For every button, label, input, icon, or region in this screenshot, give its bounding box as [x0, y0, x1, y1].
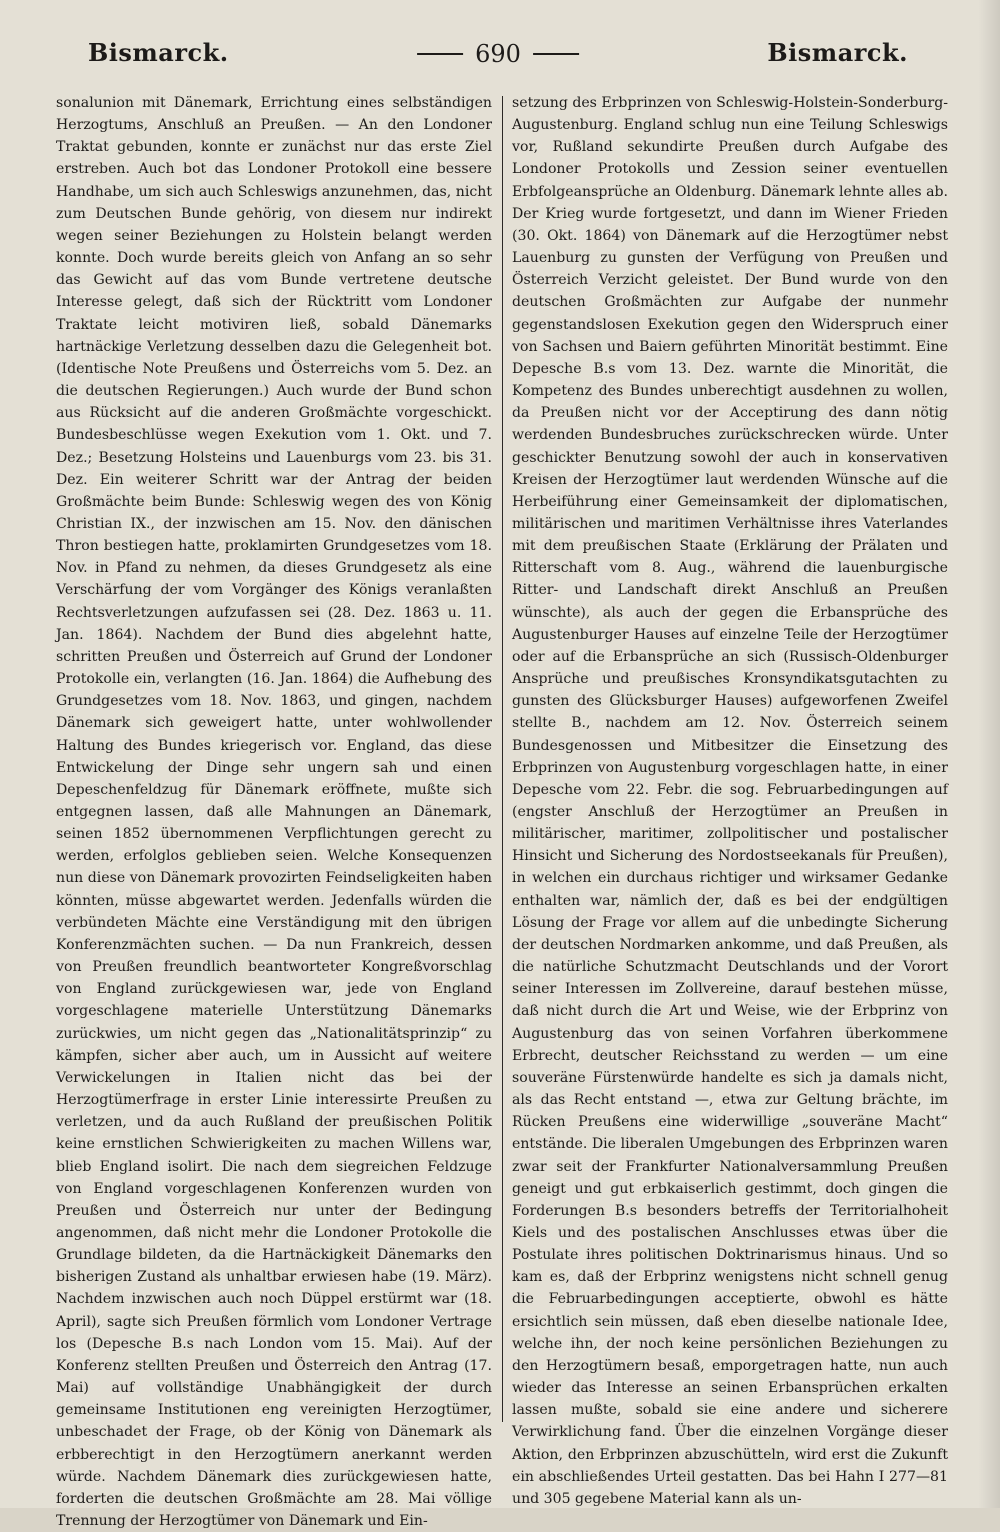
- page-number-group: [417, 40, 579, 68]
- running-title-right: Bismarck.: [767, 38, 908, 67]
- header-rule-left: [417, 53, 463, 55]
- header-rule-right: [533, 53, 579, 55]
- text-columns: [56, 92, 948, 1529]
- left-column-text: sonalunion mit Dänemark, Errichtung eines selbständigen Herzogtums, Anschluß an Preußen. — An den Londoner Traktat gebunden, konnte er zunächst nur das erste Ziel erstreben. Auch bot das Londoner Protokoll eine bessere Handhabe, um sich auch Schleswigs anzunehmen, das, nicht zum Deutschen Bunde gehörig, von diesem nur indirekt wegen seiner Beziehungen zu Holstein belangt werden konnte. Doch wurde bereits gleich von Anfang an so sehr das Gewicht auf das vom Bunde vertretene deutsche Interesse gelegt, daß sich der Rücktritt vom Londoner Traktate leicht motiviren ließ, sobald Dänemarks hartnäckige Verletzung desselben dazu die Gelegenheit bot. (Identische Note Preußens und Österreichs vom 5. Dez. an die deutschen Regierungen.) Auch wurde der Bund schon aus Rücksicht auf die anderen Großmächte vorgeschickt. Bundesbeschlüsse wegen Exekution vom 1. Okt. und 7. Dez.; Besetzung Holsteins und Lauenburgs vom 23. bis 31. Dez. Ein weiterer Schritt war der Antrag der beiden Großmächte beim Bunde: Schleswig wegen des von König Christian IX., der inzwischen am 15. Nov. den dänischen Thron bestiegen hatte, proklamirten Grundgesetzes vom 18. Nov. in Pfand zu nehmen, da dieses Grundgesetz als eine Verschärfung der vom Vorgänger des Königs veranlaßten Rechtsverletzungen aufzufassen sei (28. Dez. 1863 u. 11. Jan. 1864). Nachdem der Bund dies abgelehnt hatte, schritten Preußen und Österreich auf Grund der Londoner Protokolle ein, verlangten (16. Jan. 1864) die Aufhebung des Grundgesetzes vom 18. Nov. 1863, und gingen, nachdem Dänemark sich geweigert hatte, unter wohlwollender Haltung des Bundes kriegerisch vor. England, das diese Entwickelung der Dinge sehr ungern sah und einen Depeschenfeldzug für Dänemark eröffnete, mußte sich entgegnen lassen, daß alle Mahnungen an Dänemark, seinen 1852 übernommenen Verpflichtungen gerecht zu werden, erfolglos geblieben seien. Welche Konsequenzen nun diese von Dänemark provozirten Feindseligkeiten haben könnten, müsse abgewartet werden. Jedenfalls würden die verbündeten Mächte eine Verständigung mit den übrigen Konferenzmächten suchen. — Da nun Frankreich, dessen von Preußen freundlich beantworteter Kongreßvorschlag von England zurückgewiesen war, jede von England vorgeschlagene materielle Unterstützung Dänemarks zurückwies, um nicht gegen das „Nationalitätsprinzip“ zu kämpfen, sicher aber auch, um in Aussicht auf weitere Verwickelungen in Italien nicht das bei der Herzogtümerfrage in erster Linie interessirte Preußen zu verletzen, und da auch Rußland der preußischen Politik keine ernstlichen Schwierigkeiten zu machen Willens war, blieb England isolirt. Die nach dem siegreichen Feldzuge von England vorgeschlagenen Konferenzen wurden von Preußen und Österreich nur unter der Bedingung angenommen, daß nicht mehr die Londoner Protokolle die Grundlage bildeten, da die Hartnäckigkeit Dänemarks den bisherigen Zustand als unhaltbar erwiesen habe (19. März). Nachdem inzwischen auch noch Düppel erstürmt war (18. April), sagte sich Preußen förmlich vom Londoner Vertrage los (Depesche B.s nach London vom 15. Mai). Auf der Konferenz stellten Preußen und Österreich den Antrag (17. Mai) auf vollständige Unabhängigkeit der durch gemeinsame Institutionen eng vereinigten Herzogtümer, unbeschadet der Frage, ob der König von Dänemark als erbberechtigt in den Herzogtümern anerkannt werden würde. Nachdem Dänemark dies zurückgewiesen hatte, forderten die deutschen Großmächte am 28. Mai völlige Trennung der Herzogtümer von Dänemark und Ein-: [56, 95, 492, 1529]
- page-header: [88, 38, 908, 78]
- running-title-left: Bismarck.: [88, 38, 229, 67]
- page-number: 690: [475, 40, 521, 68]
- right-column-text: setzung des Erbprinzen von Schleswig-Holstein-Sonderburg-Augustenburg. England schlug nun eine Teilung Schleswigs vor, Rußland sekundirte Preußen durch Aufgabe des Londoner Protokolls und Zession seiner eventuellen Erbfolgeansprüche an Oldenburg. Dänemark lehnte alles ab. Der Krieg wurde fortgesetzt, und dann im Wiener Frieden (30. Okt. 1864) von Dänemark auf die Herzogtümer nebst Lauenburg zu gunsten der Verfügung von Preußen und Österreich Verzicht geleistet. Der Bund wurde von den deutschen Großmächten zur Aufgabe der nunmehr gegenstandslosen Exekution gegen den Widerspruch einer von Sachsen und Baiern geführten Minorität bestimmt. Eine Depesche B.s vom 13. Dez. warnte die Minorität, die Kompetenz des Bundes unberechtigt ausdehnen zu wollen, da Preußen nicht vor der Acceptirung des dann nötig werdenden Bundesbruches zurückschrecken würde. Unter geschickter Benutzung sowohl der auch in konservativen Kreisen der Herzogtümer laut werdenden Wünsche auf die Herbeiführung einer Gemeinsamkeit der diplomatischen, militärischen und maritimen Verhältnisse ihres Vaterlandes mit dem preußischen Staate (Erklärung der Prälaten und Ritterschaft vom 8. Aug., während die lauenburgische Ritter- und Landschaft direkt Anschluß an Preußen wünschte), als auch der gegen die Erbansprüche des Augustenburger Hauses auf einzelne Teile der Herzogtümer oder auf die Erbansprüche an sich (Russisch-Oldenburger Ansprüche und preußisches Kronsyndikatsgutachten zu gunsten des Glücksburger Hauses) aufgeworfenen Zweifel stellte B., nachdem am 12. Nov. Österreich seinem Bundesgenossen und Mitbesitzer die Einsetzung des Erbprinzen von Augustenburg vorgeschlagen hatte, in einer Depesche vom 22. Febr. die sog. Februarbedingungen auf (engster Anschluß der Herzogtümer an Preußen in militärischer, maritimer, zollpolitischer und postalischer Hinsicht und Sicherung des Nordostseekanals für Preußen), in welchen ein durchaus richtiger und wirksamer Gedanke enthalten war, nämlich der, daß es bei der endgültigen Lösung der Frage vor allem auf die unbedingte Sicherung der deutschen Nordmarken ankomme, und daß Preußen, als die natürliche Schutzmacht Deutschlands und der Vorort seiner Interessen im Zollvereine, darauf bestehen müsse, daß nicht durch die Art und Weise, wie der Erbprinz von Augustenburg das von seinen Vorfahren überkommene Erbrecht, deutscher Reichsstand zu werden — um eine souveräne Fürstenwürde handelte es sich ja damals nicht, als das Recht entstand —, etwa zur Geltung brächte, im Rücken Preußens eine widerwillige „souveräne Macht“ entstände. Die liberalen Umgebungen des Erbprinzen waren zwar seit der Frankfurter Nationalversammlung Preußen geneigt und gut erbkaiserlich gestimmt, doch gingen die Forderungen B.s besonders betreffs der Territorialhoheit Kiels und des postalischen Anschlusses etwas über die Postulate ihres politischen Doktrinarismus hinaus. Und so kam es, daß der Erbprinz wenigstens nicht schnell genug die Februarbedingungen acceptierte, obwohl es hätte ersichtlich sein müssen, daß eben dieselbe nationale Idee, welche ihn, der noch keine persönlichen Beziehungen zu den Herzogtümern besaß, emporgetragen hatte, nun auch wieder das Interesse an seinen Erbansprüchen erkalten lassen mußte, sobald sie eine andere und sicherere Verwirklichung fand. Über die einzelnen Vorgänge dieser Aktion, den Erbprinzen abzuschütteln, wird erst die Zukunft ein abschließendes Urteil gestatten. Das bei Hahn I 277—81 und 305 gegebene Material kann als un-: [512, 95, 948, 1507]
- column-divider: [502, 96, 503, 1422]
